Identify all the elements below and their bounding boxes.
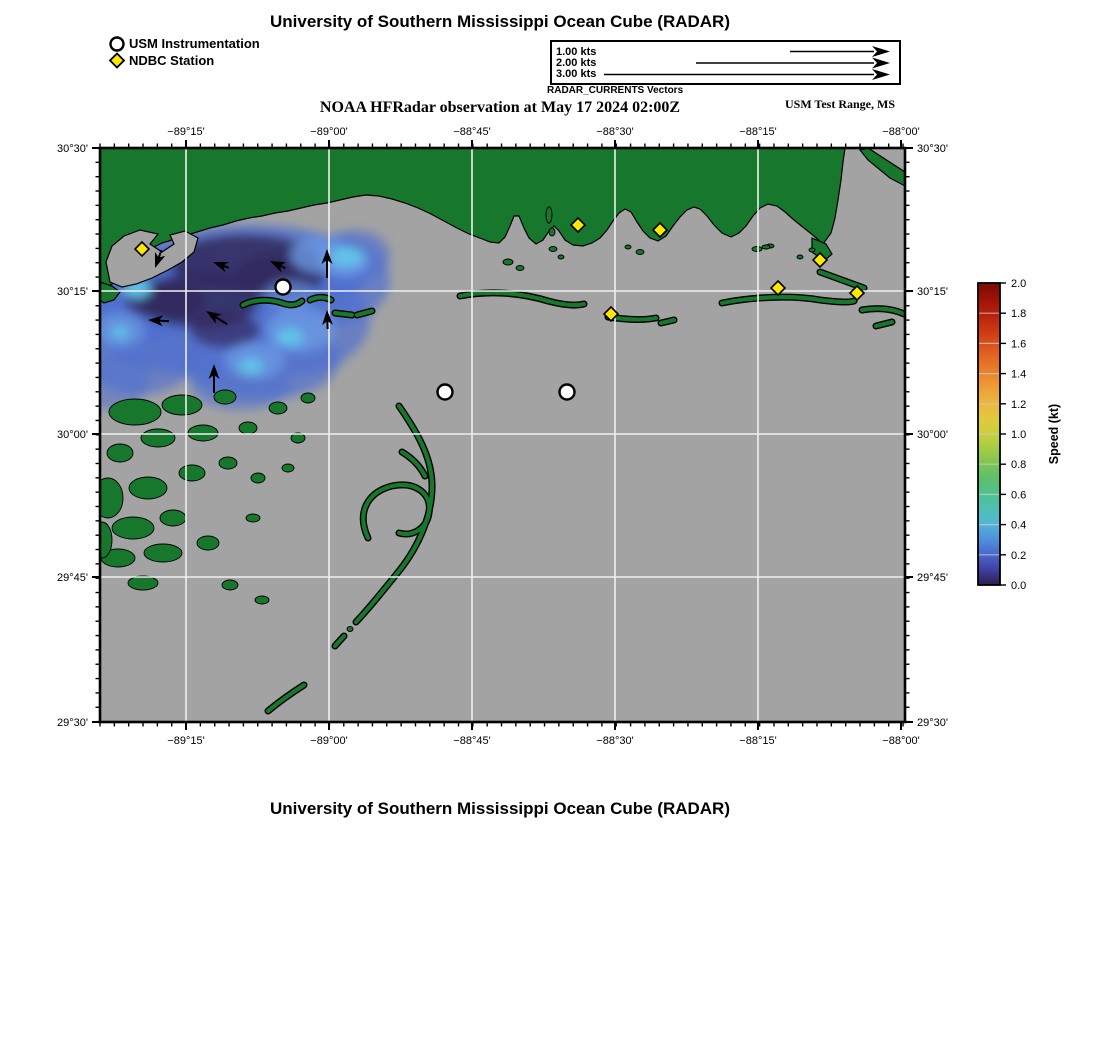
x-tick-label-top: −88°15' (739, 126, 777, 138)
colorbar-tick-label: 1.4 (1011, 368, 1027, 381)
colorbar-tick-label: 1.8 (1011, 308, 1027, 321)
colorbar-tick-label: 1.2 (1011, 398, 1027, 411)
x-tick-label-bottom: −88°45' (453, 735, 491, 747)
footer-title: University of Southern Mississippi Ocean Cube (RADAR) (269, 799, 730, 818)
x-tick-label-top: −88°00' (882, 126, 920, 138)
vector-scale-caption: RADAR_CURRENTS Vectors (547, 85, 684, 96)
colorbar-tick-label: 0.6 (1011, 489, 1027, 502)
colorbar-tick-label: 0.0 (1011, 580, 1027, 592)
colorbar-tick-label: 1.6 (1011, 338, 1027, 351)
speed-spot (331, 247, 363, 267)
speed-spot (276, 328, 304, 346)
colorbar-tick-label: 0.8 (1011, 459, 1027, 472)
y-tick-label-left: 30°30' (57, 143, 88, 155)
legend-label-usm: USM Instrumentation (129, 35, 260, 51)
speed-spot (265, 308, 335, 352)
arrow-tail (159, 321, 169, 322)
x-tick-label-bottom: −89°00' (310, 735, 348, 747)
speed-spot (110, 325, 130, 339)
usm-station-marker (438, 385, 453, 400)
x-tick-label-top: −88°30' (596, 126, 634, 138)
usm-station-marker (276, 280, 291, 295)
map-subtitle: NOAA HFRadar observation at May 17 2024 02:00Z (319, 99, 681, 116)
y-tick-label-right: 30°00' (917, 429, 948, 441)
x-tick-label-bottom: −88°00' (882, 735, 920, 747)
x-tick-label-bottom: −88°15' (739, 735, 777, 747)
x-tick-label-bottom: −88°30' (596, 735, 634, 747)
y-tick-label-right: 29°45' (917, 572, 948, 584)
x-tick-label-top: −88°45' (453, 126, 491, 138)
vector-scale-label: 1.00 kts (556, 46, 597, 58)
speed-spot (239, 358, 263, 374)
colorbar-tick-label: 2.0 (1011, 278, 1027, 290)
range-label: USM Test Range, MS (784, 97, 895, 111)
usm-station-marker (560, 385, 575, 400)
y-tick-label-left: 30°00' (57, 429, 88, 441)
legend-label-ndbc: NDBC Station (129, 52, 215, 68)
x-tick-label-top: −89°15' (167, 126, 205, 138)
y-tick-label-right: 30°30' (917, 143, 948, 155)
vector-scale-label: 2.00 kts (556, 57, 597, 69)
x-tick-label-bottom: −89°15' (167, 735, 205, 747)
y-tick-label-right: 30°15' (917, 286, 948, 298)
vector-scale-label: 3.00 kts (556, 68, 597, 80)
x-tick-label-top: −89°00' (310, 126, 348, 138)
y-tick-label-left: 29°30' (57, 717, 88, 729)
page-title: University of Southern Mississippi Ocean Cube (RADAR) (269, 12, 730, 31)
y-tick-label-left: 30°15' (57, 286, 88, 298)
colorbar-tick-label: 0.2 (1011, 549, 1027, 562)
y-tick-label-left: 29°45' (57, 572, 88, 584)
y-tick-label-right: 29°30' (917, 717, 948, 729)
colorbar (978, 278, 1061, 592)
colorbar-axis-label: Speed (kt) (1047, 403, 1061, 465)
colorbar-tick-label: 0.4 (1011, 519, 1027, 532)
colorbar-tick-label: 1.0 (1011, 429, 1027, 441)
